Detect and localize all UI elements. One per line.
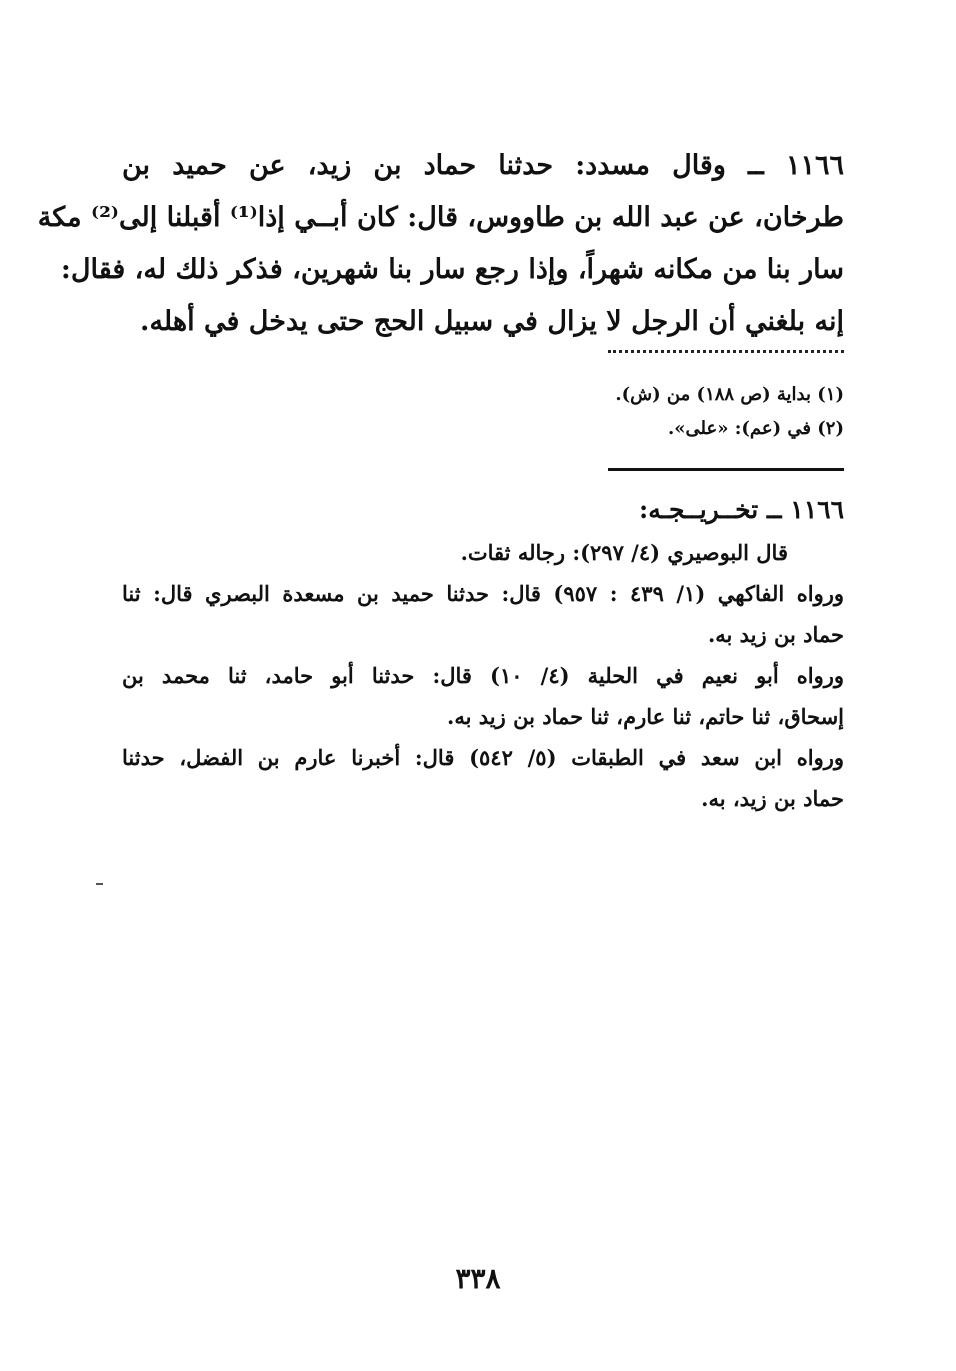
footnote: (١) بداية (ص ١٨٨) من (ش). — [615, 384, 844, 405]
footnotes-block — [122, 378, 844, 446]
main-text-block — [37, 140, 844, 348]
takhrij-line: حماد بن زيد به. — [707, 622, 844, 647]
footnote-separator-dots — [608, 350, 844, 359]
takhrij-heading: ١١٦٦ ــ تخــريــجـه: — [638, 495, 844, 524]
main-text-line: إنه بلغني أن الرجل لا يزال في سبيل الحج حتى يدخل في أهله. — [140, 306, 844, 337]
margin-mark — [96, 883, 103, 885]
main-text-line: طرخان، عن عبد الله بن طاووس، قال: كان أبــي إذا⁽¹⁾ أقبلنا إلى⁽²⁾ مكة — [37, 202, 844, 233]
page-number: ٣٣٨ — [455, 1262, 501, 1295]
takhrij-line: حماد بن زيد، به. — [701, 786, 844, 811]
takhrij-line: ورواه الفاكهي (١/ ٤٣٩ : ٩٥٧) قال: حدثنا حميد بن مسعدة البصري قال: ثنا — [122, 581, 844, 606]
main-text-line: ١١٦٦ ــ وقال مسدد: حدثنا حماد بن زيد، عن حميد بن — [122, 150, 844, 181]
section-divider-rule — [608, 468, 844, 471]
takhrij-line: إسحاق، ثنا حاتم، ثنا عارم، ثنا حماد بن زيد به. — [447, 704, 844, 729]
main-text-line: سار بنا من مكانه شهراً، وإذا رجع سار بنا شهرين، فذكر ذلك له، فقال: — [60, 254, 844, 285]
takhrij-line: ورواه أبو نعيم في الحلية (٤/ ١٠) قال: حدثنا أبو حامد، ثنا محمد بن — [122, 663, 845, 688]
takhrij-section — [122, 488, 844, 819]
takhrij-line: ورواه ابن سعد في الطبقات (٥/ ٥٤٢) قال: أخبرنا عارم بن الفضل، حدثنا — [122, 745, 845, 770]
takhrij-line: قال البوصيري (٤/ ٢٩٧): رجاله ثقات. — [460, 540, 788, 565]
footnote: (٢) في (عم): «على». — [668, 418, 844, 439]
